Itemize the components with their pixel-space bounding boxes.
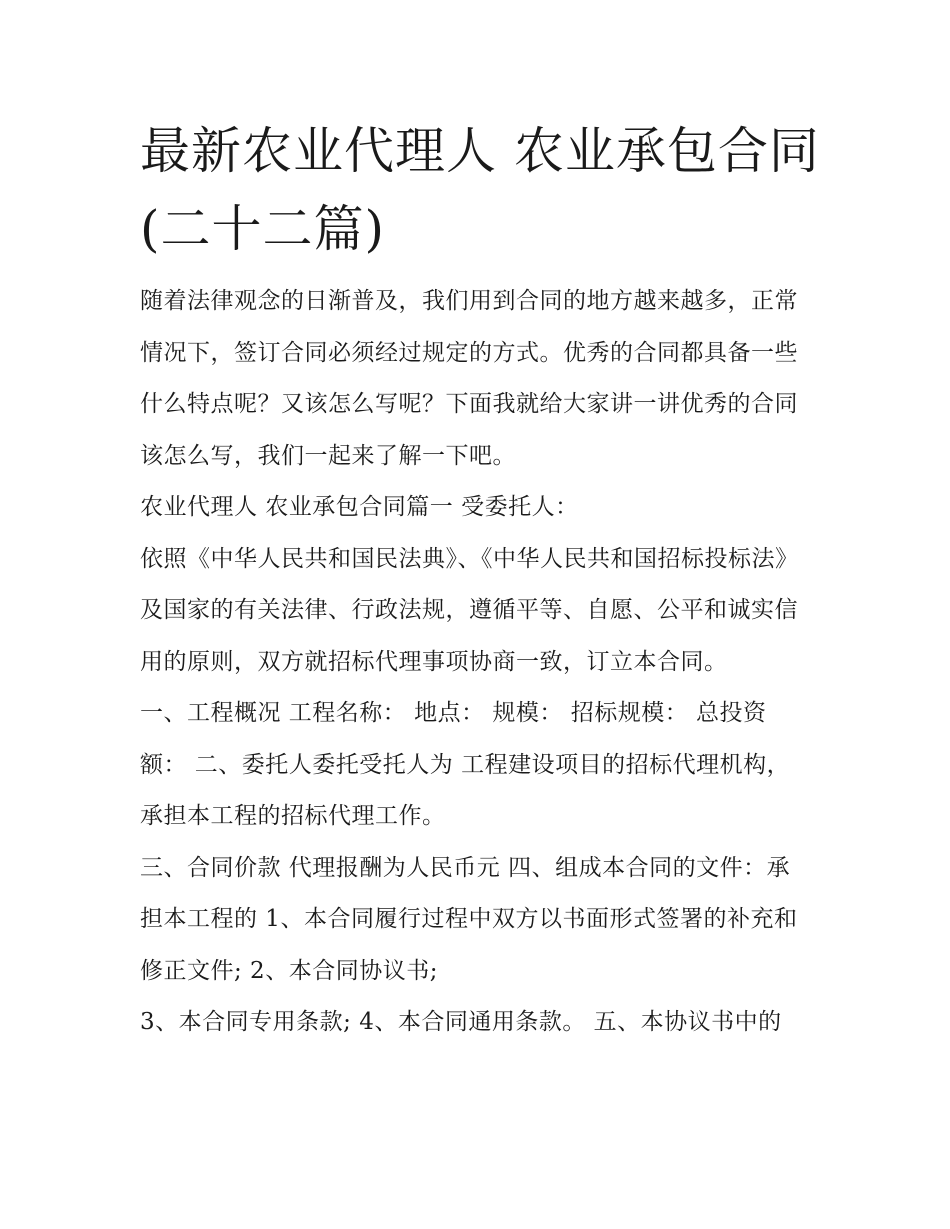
- paragraph-contract-terms: 3、本合同专用条款; 4、本合同通用条款。 五、本协议书中的: [140, 1009, 782, 1035]
- document-body: [140, 276, 812, 1049]
- paragraph-heading: 农业代理人 农业承包合同篇一 受委托人：: [140, 494, 579, 520]
- paragraph-intro: 随着法律观念的日渐普及，我们用到合同的地方越来越多，正常情况下，签订合同必须经过规定的方式。优秀的合同都具备一些什么特点呢？又该怎么写呢？下面我就给大家讲一讲优秀的合同该怎么写，我们一起来了解一下吧。: [140, 288, 798, 469]
- paragraph-legal-basis: 依照《中华人民共和国民法典》、《中华人民共和国招标投标法》及国家的有关法律、行政法规，遵循平等、自愿、公平和诚实信用的原则，双方就招标代理事项协商一致，订立本合同。: [140, 545, 799, 675]
- paragraph-contract-price: 三、合同价款 代理报酬为人民币元 四、组成本合同的文件：承担本工程的 1、本合同履行过程中双方以书面形式签署的补充和修正文件; 2、本合同协议书;: [140, 854, 798, 984]
- document-title: 最新农业代理人 农业承包合同(二十二篇): [140, 122, 820, 258]
- paragraph-project-overview: 一、工程概况 工程名称： 地点： 规模： 招标规模： 总投资额： 二、委托人委托受托人为 工程建设项目的招标代理机构，承担本工程的招标代理工作。: [140, 700, 791, 829]
